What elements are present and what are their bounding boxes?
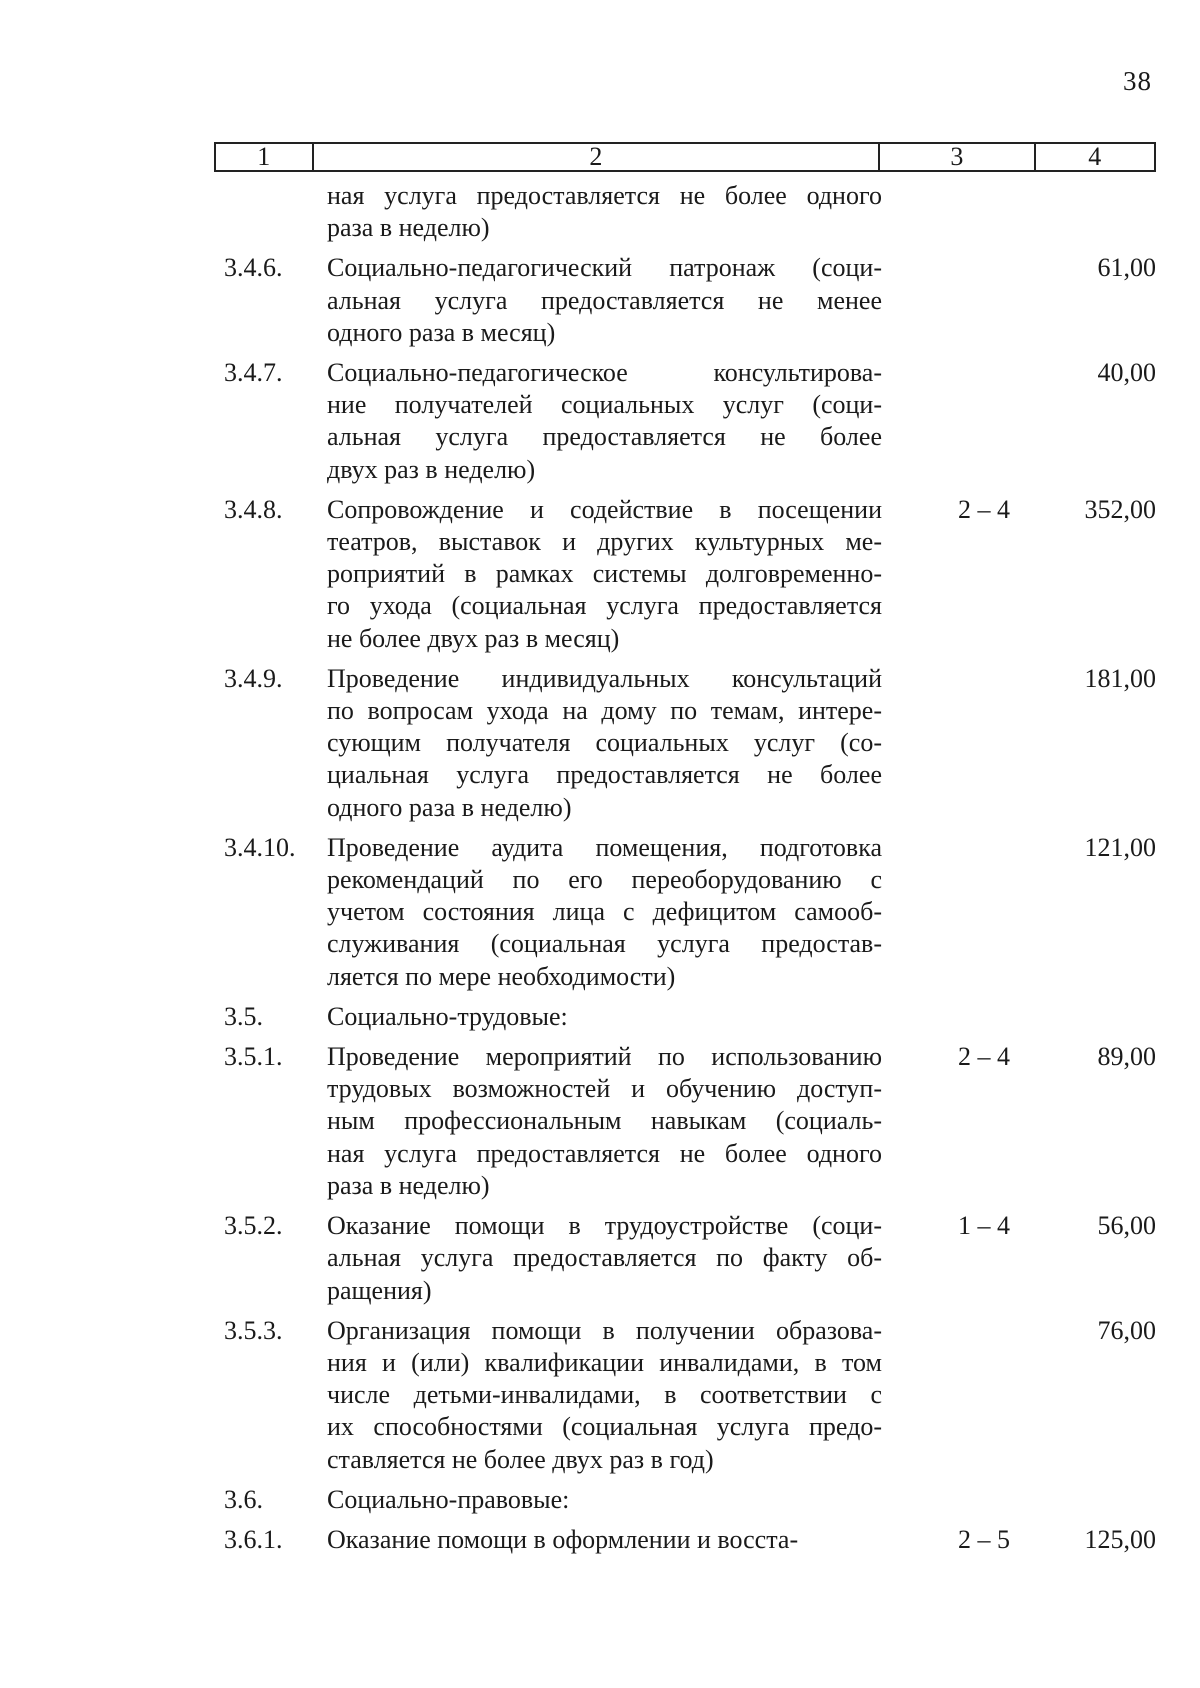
- item-number: 3.5.2.: [224, 1211, 283, 1241]
- description-line: Социально-трудовые:: [327, 1001, 568, 1031]
- service-description: [327, 252, 882, 349]
- table-row: [224, 832, 1164, 993]
- item-number: 3.6.: [224, 1484, 263, 1514]
- item-number: 3.4.8.: [224, 494, 283, 524]
- description-line: Сопровождение и содействие в посещении: [327, 494, 882, 524]
- description-line: одного раза в неделю): [327, 792, 572, 822]
- description-line: Проведение мероприятий по использованию: [327, 1042, 882, 1072]
- price: 125,00: [1084, 1524, 1156, 1554]
- description-line: ным профессиональным навыкам (социаль-: [327, 1106, 882, 1136]
- frequency: 2 – 4: [958, 494, 1010, 524]
- description-line: по вопросам ухода на дому по темам, интере-: [327, 696, 882, 726]
- description-line: рекомендаций по его переоборудованию с: [327, 865, 882, 895]
- description-line: роприятий в рамках системы долговременно-: [327, 559, 882, 589]
- description-line: числе детьми-инвалидами, в соответствии с: [327, 1380, 882, 1410]
- item-number: 3.4.6.: [224, 253, 283, 283]
- table-row: [224, 357, 1164, 486]
- description-line: ляется по мере необходимости): [327, 961, 676, 991]
- service-description: [327, 1210, 882, 1307]
- table-row: [224, 1315, 1164, 1476]
- price: 89,00: [1097, 1042, 1156, 1072]
- description-line: альная услуга предоставляется не более: [327, 422, 882, 452]
- item-number: 3.6.1.: [224, 1524, 283, 1554]
- table-header: [214, 142, 1156, 172]
- service-description: [327, 180, 882, 244]
- description-line: ние получателей социальных услуг (соци-: [327, 390, 882, 420]
- price: 121,00: [1084, 832, 1156, 862]
- description-line: не более двух раз в месяц): [327, 623, 620, 653]
- table-row: [224, 180, 1164, 244]
- table-row: [224, 252, 1164, 349]
- description-line: сующим получателя социальных услуг (со-: [327, 728, 882, 758]
- price: 61,00: [1097, 253, 1156, 283]
- item-number: 3.4.7.: [224, 358, 283, 388]
- description-line: ная услуга предоставляется не более одного: [327, 1138, 882, 1168]
- header-cell-4: 4: [1088, 142, 1102, 171]
- header-cell-2: 2: [314, 144, 881, 170]
- header-cell-3: 3: [880, 144, 1035, 170]
- description-line: одного раза в месяц): [327, 317, 556, 347]
- item-number: 3.5.1.: [224, 1042, 283, 1072]
- header-cell-1: 1: [216, 144, 314, 170]
- description-line: учетом состояния лица с дефицитом самооб-: [327, 897, 882, 927]
- price: 352,00: [1084, 494, 1156, 524]
- item-number: 3.4.10.: [224, 832, 296, 862]
- table-body: [224, 180, 1164, 1564]
- table-row: [224, 1484, 1164, 1516]
- service-description: [327, 1001, 882, 1033]
- description-line: Социально-правовые:: [327, 1484, 570, 1514]
- service-description: [327, 1315, 882, 1476]
- frequency: 2 – 4: [958, 1042, 1010, 1072]
- description-line: служивания (социальная услуга предостав-: [327, 929, 882, 959]
- service-description: [327, 832, 882, 993]
- table-row: [224, 1210, 1164, 1307]
- description-line: Проведение индивидуальных консультаций: [327, 663, 882, 693]
- price: 76,00: [1097, 1315, 1156, 1345]
- frequency: 2 – 5: [958, 1524, 1010, 1554]
- page-number: 38: [1123, 66, 1152, 96]
- table-row: [224, 1524, 1164, 1556]
- item-number: 3.4.9.: [224, 663, 283, 693]
- description-line: Социально-педагогическое консультирова-: [327, 358, 882, 388]
- description-line: ставляется не более двух раз в год): [327, 1444, 714, 1474]
- description-line: Организация помощи в получении образова-: [327, 1315, 882, 1345]
- service-description: [327, 1041, 882, 1202]
- description-line: Оказание помощи в оформлении и восста-: [327, 1524, 799, 1554]
- table-row: [224, 1001, 1164, 1033]
- description-line: ния и (или) квалификации инвалидами, в том: [327, 1347, 882, 1377]
- description-line: ращения): [327, 1275, 432, 1305]
- description-line: Проведение аудита помещения, подготовка: [327, 832, 882, 862]
- description-line: Оказание помощи в трудоустройстве (соци-: [327, 1211, 882, 1241]
- description-line: ная услуга предоставляется не более одного: [327, 181, 882, 210]
- service-description: [327, 357, 882, 486]
- description-line: альная услуга предоставляется по факту об-: [327, 1243, 882, 1273]
- service-description: [327, 494, 882, 655]
- item-number: 3.5.3.: [224, 1315, 283, 1345]
- service-description: [327, 1524, 882, 1556]
- description-line: двух раз в неделю): [327, 454, 536, 484]
- description-line: трудовых возможностей и обучению доступ-: [327, 1074, 882, 1104]
- description-line: их способностями (социальная услуга предо-: [327, 1412, 882, 1442]
- price: 40,00: [1097, 358, 1156, 388]
- description-line: Социально-педагогический патронаж (соци-: [327, 253, 882, 283]
- service-description: [327, 1484, 882, 1516]
- price: 56,00: [1097, 1211, 1156, 1241]
- description-line: альная услуга предоставляется не менее: [327, 285, 882, 315]
- description-line: раза в неделю): [327, 1170, 490, 1200]
- frequency: 1 – 4: [958, 1211, 1010, 1241]
- price: 181,00: [1084, 663, 1156, 693]
- item-number: 3.5.: [224, 1001, 263, 1031]
- table-row: [224, 1041, 1164, 1202]
- description-line: театров, выставок и других культурных ме-: [327, 527, 882, 557]
- service-description: [327, 663, 882, 824]
- description-line: циальная услуга предоставляется не более: [327, 760, 882, 790]
- table-row: [224, 494, 1164, 655]
- description-line: го ухода (социальная услуга предоставляется: [327, 591, 882, 621]
- table-row: [224, 663, 1164, 824]
- description-line: раза в неделю): [327, 213, 490, 243]
